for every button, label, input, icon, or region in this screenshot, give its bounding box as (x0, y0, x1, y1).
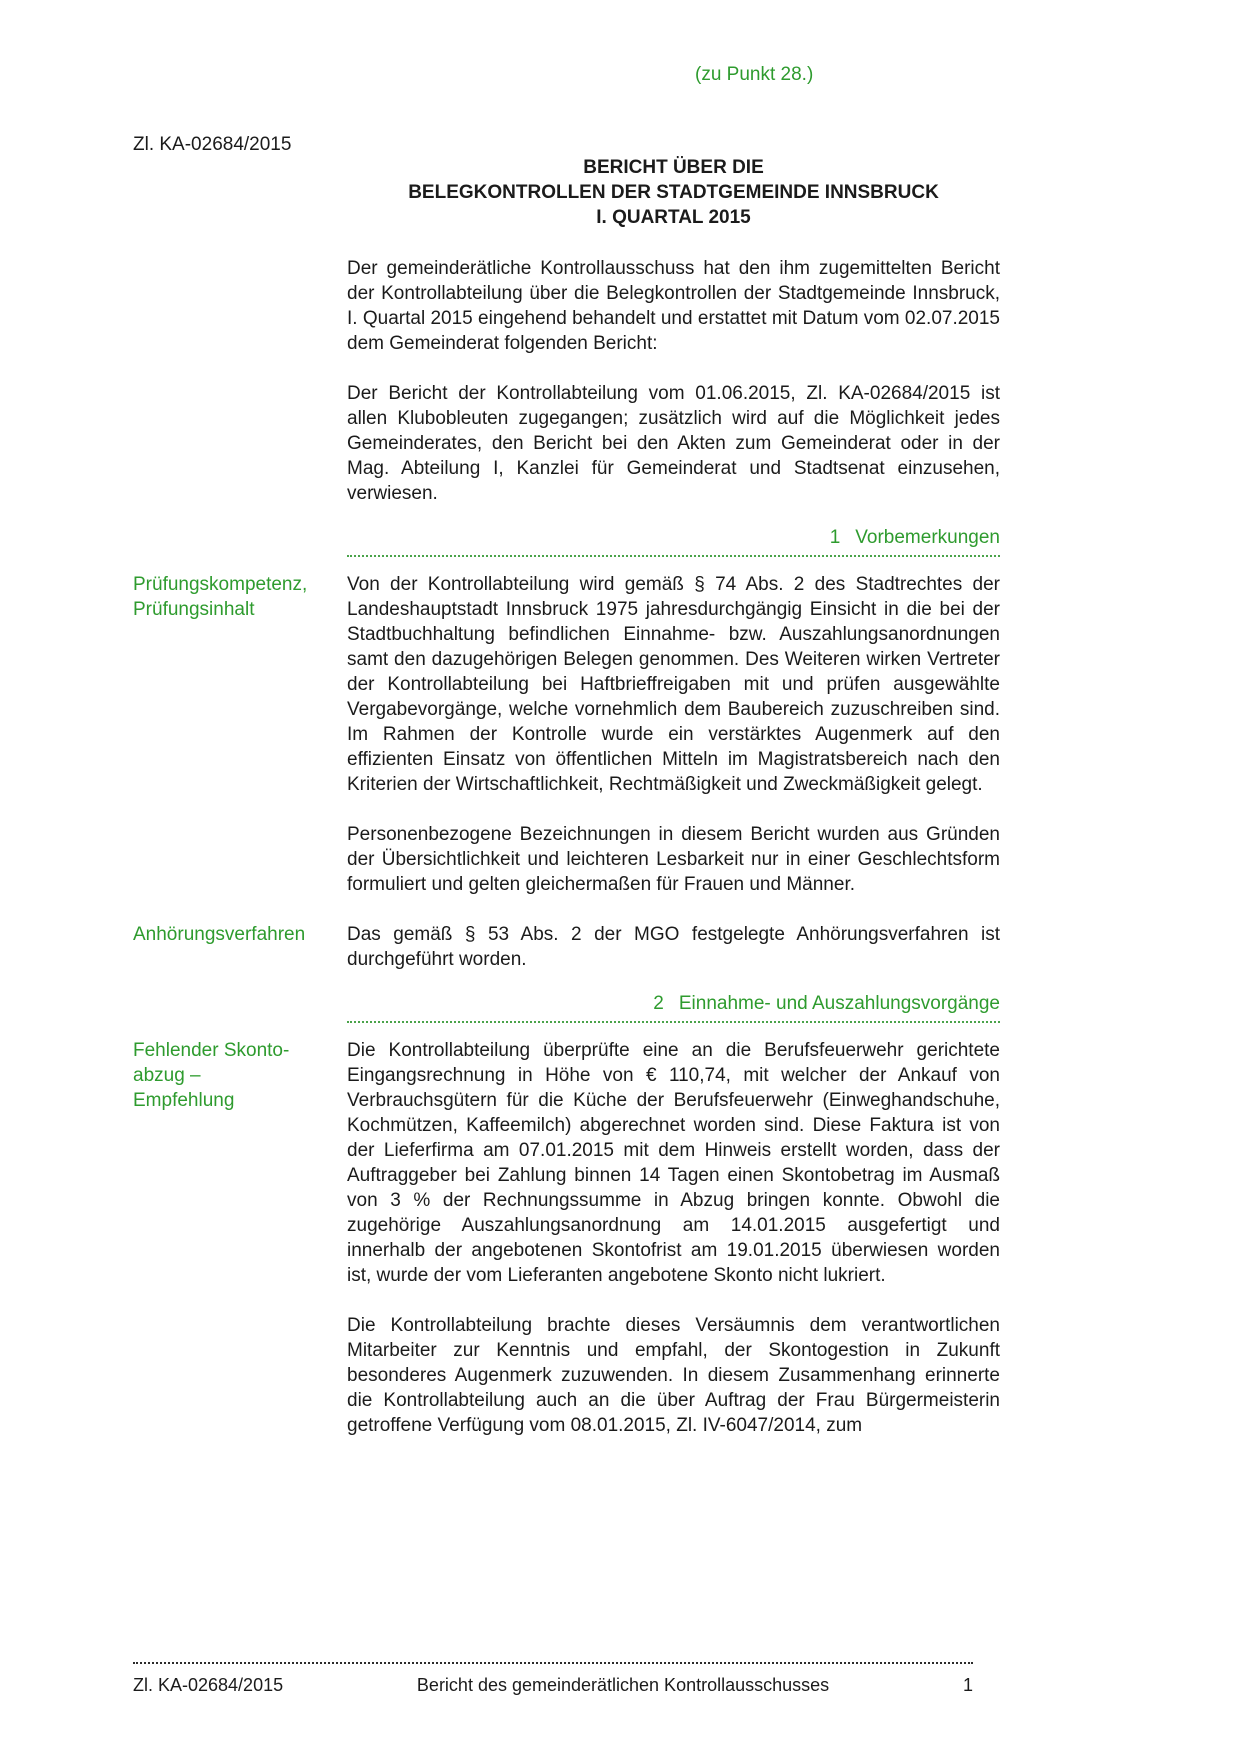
section-1-paragraph-1: Von der Kontrollabteilung wird gemäß § 74 Abs. 2 des Stadtrechtes der Landeshauptstadt Innsbruck 1975 jahresdurchgängig Einsicht in die bei der Stadtbuchhaltung befindlichen Einnahme- bzw. Auszahlungsanordnungen samt den dazugehörigen Belegen genommen. Des Weiteren wirken Vertreter der Kontrollabteilung bei Haftbrieffreigaben mit und prüfen ausgewählte Vergabevorgänge, welche vornehmlich dem Baubereich zuzuschreiben sind. Im Rahmen der Kontrolle wurde ein verstärktes Augenmerk auf den effizienten Einsatz von öffentlichen Mitteln im Magistratsbereich nach den Kriterien der Wirtschaftlichkeit, Rechtmäßigkeit und Zweckmäßigkeit gelegt. (347, 574, 1000, 795)
title-line-3: I. QUARTAL 2015 (596, 207, 751, 228)
section-1-paragraph-2: Personenbezogene Bezeichnungen in diesem Bericht wurden aus Gründen der Übersichtlichkeit und leichteren Lesbarkeit nur in einer Geschlechtsform formuliert und gelten gleichermaßen für Frauen und Männer. (347, 824, 1000, 895)
reference-number: Zl. KA-02684/2015 (133, 134, 292, 155)
margin-label-line: Prüfungskompetenz, (133, 574, 308, 595)
corner-note: (zu Punkt 28.) (695, 64, 814, 85)
page-footer (133, 1662, 973, 1696)
margin-label-line: Prüfungsinhalt (133, 599, 255, 620)
header-row (133, 132, 1000, 230)
section-2-block-2 (133, 1313, 1000, 1438)
title-line-2: BELEGKONTROLLEN DER STADTGEMEINDE INNSBRUCK (408, 182, 939, 203)
margin-label-pruefungskompetenz (133, 572, 347, 622)
section-2-number: 2 (653, 993, 664, 1014)
section-1-block-2 (133, 822, 1000, 897)
section-2-block-1 (133, 1038, 1000, 1288)
margin-label-fehlender-skontoabzug (133, 1038, 347, 1113)
section-1-number: 1 (829, 527, 841, 548)
document-title (347, 155, 1000, 230)
section-1-block-1 (133, 572, 1000, 797)
intro-paragraph-1: Der gemeinderätliche Kontrollausschuss hat den ihm zugemittelten Bericht der Kontrollabteilung über die Belegkontrollen der Stadtgemeinde Innsbruck, I. Quartal 2015 eingehend behandelt und erstattet mit Datum vom 02.07.2015 dem Gemeinderat folgenden Bericht: (347, 258, 1000, 354)
title-line-1: BERICHT ÜBER DIE (583, 157, 764, 178)
section-2-title: Einnahme- und Auszahlungsvorgänge (678, 993, 1000, 1014)
margin-label-line: Empfehlung (133, 1090, 235, 1111)
intro-block-1 (133, 256, 1000, 356)
section-2-heading-row (133, 992, 1000, 1023)
intro-paragraph-2: Der Bericht der Kontrollabteilung vom 01.06.2015, Zl. KA-02684/2015 ist allen Klubobleuten zugegangen; zusätzlich wird auf die Möglichkeit jedes Gemeinderates, den Bericht bei den Akten zum Gemeinderat oder in der Mag. Abteilung I, Kanzlei für Gemeinderat und Stadtsenat einzusehen, verwiesen. (347, 383, 1000, 504)
margin-label-anhoerungsverfahren: Anhörungsverfahren (133, 924, 306, 945)
footer-reference: Zl. KA-02684/2015 (133, 1675, 284, 1695)
margin-label-line: abzug – (133, 1065, 201, 1086)
section-2-heading (347, 992, 1000, 1023)
section-2-paragraph-1: Die Kontrollabteilung überprüfte eine an die Berufsfeuerwehr gerichtete Eingangsrechnung in Höhe von € 110,74, mit welcher der Ankauf von Verbrauchsgütern für die Küche der Berufsfeuerwehr (Einweghandschuhe, Kochmützen, Kaffeemilch) abgerechnet worden sind. Diese Faktura ist von der Lieferfirma am 07.01.2015 mit dem Hinweis erstellt worden, dass der Auftraggeber bei Zahlung binnen 14 Tagen einen Skontobetrag im Ausmaß von 3 % der Rechnungssumme in Abzug bringen konnte. Obwohl die zugehörige Auszahlungsanordnung am 14.01.2015 ausgefertigt und innerhalb der angebotenen Skontofrist am 19.01.2015 überwiesen worden ist, wurde der vom Lieferanten angebotene Skonto nicht lukriert. (347, 1040, 1000, 1286)
footer-page-number: 1 (962, 1675, 973, 1695)
section-2-paragraph-2: Die Kontrollabteilung brachte dieses Versäumnis dem verantwortlichen Mitarbeiter zur Kenntnis und empfahl, der Skontogestion in Zukunft besonderes Augenmerk zuzuwenden. In diesem Zusammenhang erinnerte die Kontrollabteilung auch an die über Auftrag der Frau Bürgermeisterin getroffene Verfügung vom 08.01.2015, Zl. IV-6047/2014, zum (347, 1315, 1000, 1436)
margin-label-line: Fehlender Skonto- (133, 1040, 290, 1061)
section-1-heading-row (133, 526, 1000, 557)
footer-document-name: Bericht des gemeinderätlichen Kontrollausschusses (416, 1675, 830, 1695)
section-1-paragraph-3: Das gemäß § 53 Abs. 2 der MGO festgelegte Anhörungsverfahren ist durchgeführt worden. (347, 924, 1000, 970)
section-1-heading (347, 526, 1000, 557)
section-1-title: Vorbemerkungen (855, 527, 1000, 548)
section-1-block-3 (133, 922, 1000, 972)
intro-block-2 (133, 381, 1000, 506)
